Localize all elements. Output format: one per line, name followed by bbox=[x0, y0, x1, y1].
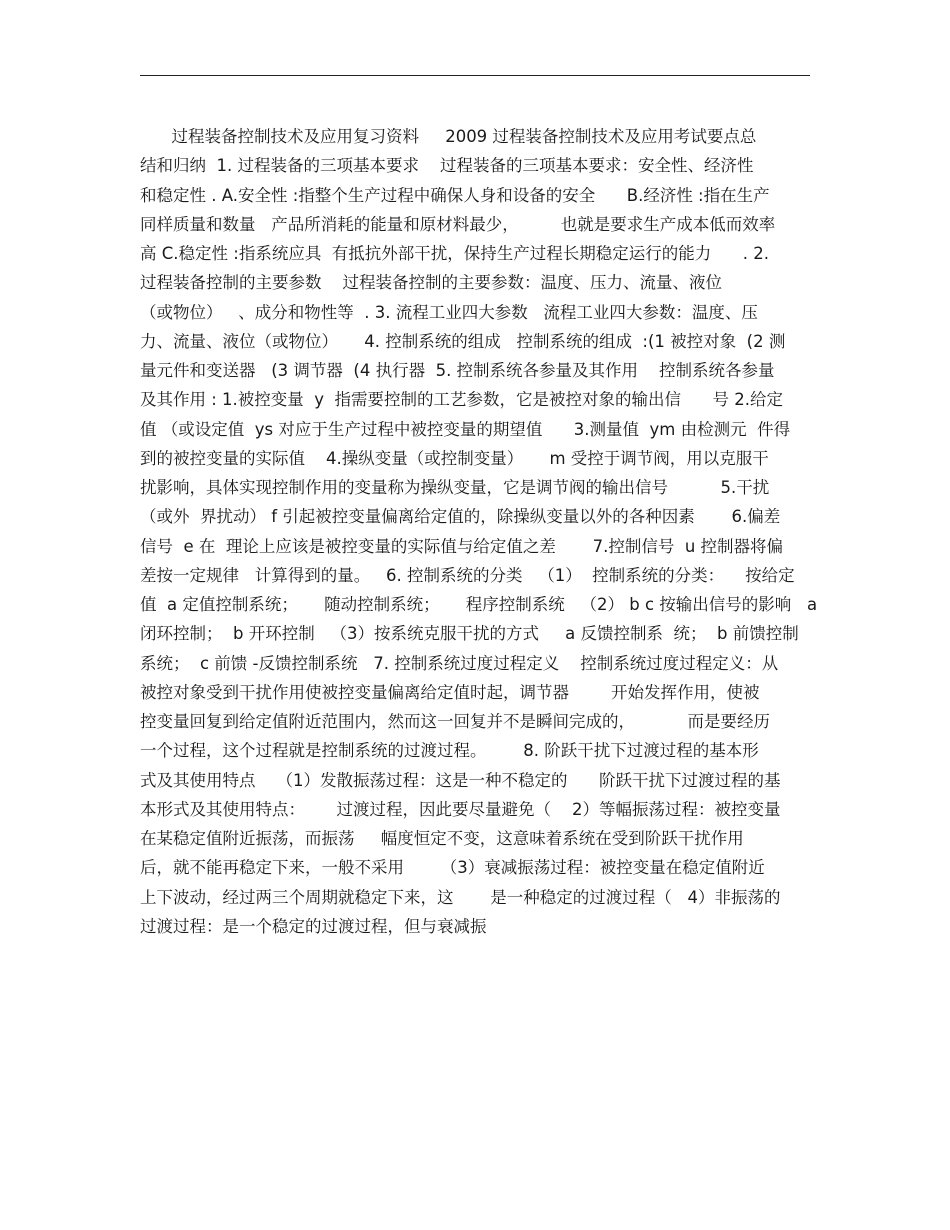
text-line: 控变量回复到给定值附近范围内，然而这一回复并不是瞬间完成的， 而是要经历 bbox=[140, 712, 770, 731]
text-line: 后，就不能再稳定下来，一般不采用 （3）衰减振荡过程：被控变量在稳定值附近 bbox=[140, 858, 765, 878]
text-line: 在某稳定值附近振荡，而振荡 幅度恒定不变，这意味着系统在受到阶跃干扰作用 bbox=[140, 829, 744, 848]
text-line: 差按一定规律 计算得到的量。 6. 控制系统的分类 （1） 控制系统的分类： 按给定 bbox=[140, 565, 795, 585]
text-line: 量元件和变送器 (3 调节器 (4 执行器 5. 控制系统各参量及其作用 控制系统各参量 bbox=[140, 361, 775, 380]
text-line: 及其作用 : 1.被控变量 y 指需要控制的工艺参数，它是被控对象的输出信 号 2.给定 bbox=[140, 390, 783, 410]
text-line: 到的被控变量的实际值 4.操纵变量（或控制变量） m 受控于调节阀，用以克服干 bbox=[140, 448, 769, 468]
text-line: 结和归纳 1. 过程装备的三项基本要求 过程装备的三项基本要求：安全性、经济性 bbox=[140, 156, 754, 176]
text-line: 上下波动，经过两三个周期就稳定下来，这 是一种稳定的过渡过程（ 4）非振荡的 bbox=[140, 887, 781, 907]
text-line: 扰影响，具体实现控制作用的变量称为操纵变量，它是调节阀的输出信号 5.干扰 bbox=[140, 478, 770, 497]
text-line: （或物位） 、成分和物性等 . 3. 流程工业四大参数 流程工业四大参数：温度、压 bbox=[140, 302, 758, 322]
text-line: 一个过程，这个过程就是控制系统的过渡过程。 8. 阶跃干扰下过渡过程的基本形 bbox=[140, 741, 759, 761]
body-text bbox=[140, 122, 820, 941]
text-line: 信号 e 在 理论上应该是被控变量的实际值与给定值之差 7.控制信号 u 控制器将偏 bbox=[140, 536, 784, 556]
text-line: 值 a 定值控制系统； 随动控制系统； 程序控制系统 （2） b c 按输出信号的影响 a bbox=[140, 595, 818, 614]
text-line: 闭环控制； b 开环控制 （3）按系统克服干扰的方式 a 反馈控制系 统； b 前馈控制 bbox=[140, 624, 799, 644]
text-line: 式及其使用特点 （1）发散振荡过程：这是一种不稳定的 阶跃干扰下过渡过程的基 bbox=[140, 770, 781, 790]
text-line: 和稳定性 . A.安全性 :指整个生产过程中确保人身和设备的安全 B.经济性 :指在生产 bbox=[140, 185, 770, 205]
text-line: 系统； c 前馈 -反馈控制系统 7. 控制系统过度过程定义 控制系统过度过程定义：从 bbox=[140, 653, 779, 673]
text-line: 值 （或设定值 ys 对应于生产过程中被控变量的期望值 3.测量值 ym 由检测元 件得 bbox=[140, 419, 791, 439]
header-rule bbox=[140, 75, 810, 76]
text-line: 过程装备控制技术及应用复习资料 2009 过程装备控制技术及应用考试要点总 bbox=[140, 127, 757, 146]
text-line: 被控对象受到干扰作用使被控变量偏离给定值时起，调节器 开始发挥作用，使被 bbox=[140, 682, 760, 702]
text-line: 本形式及其使用特点： 过渡过程，因此要尽量避免（ 2）等幅振荡过程：被控变量 bbox=[140, 799, 781, 819]
text-line: 过程装备控制的主要参数 过程装备控制的主要参数：温度、压力、流量、液位 bbox=[140, 273, 722, 293]
text-line: （或外 界扰动） f 引起被控变量偏离给定值的，除操纵变量以外的各种因素 6.偏差 bbox=[140, 507, 781, 527]
text-line: 力、流量、液位（或物位） 4. 控制系统的组成 控制系统的组成 :(1 被控对象 (2 测 bbox=[140, 331, 786, 351]
text-line: 高 C.稳定性 :指系统应具 有抵抗外部干扰，保持生产过程长期稳定运行的能力 . 2. bbox=[140, 244, 770, 263]
text-line: 同样质量和数量 产品所消耗的能量和原材料最少， 也就是要求生产成本低而效率 bbox=[140, 214, 776, 234]
text-line: 过渡过程：是一个稳定的过渡过程，但与衰减振 bbox=[140, 916, 487, 936]
